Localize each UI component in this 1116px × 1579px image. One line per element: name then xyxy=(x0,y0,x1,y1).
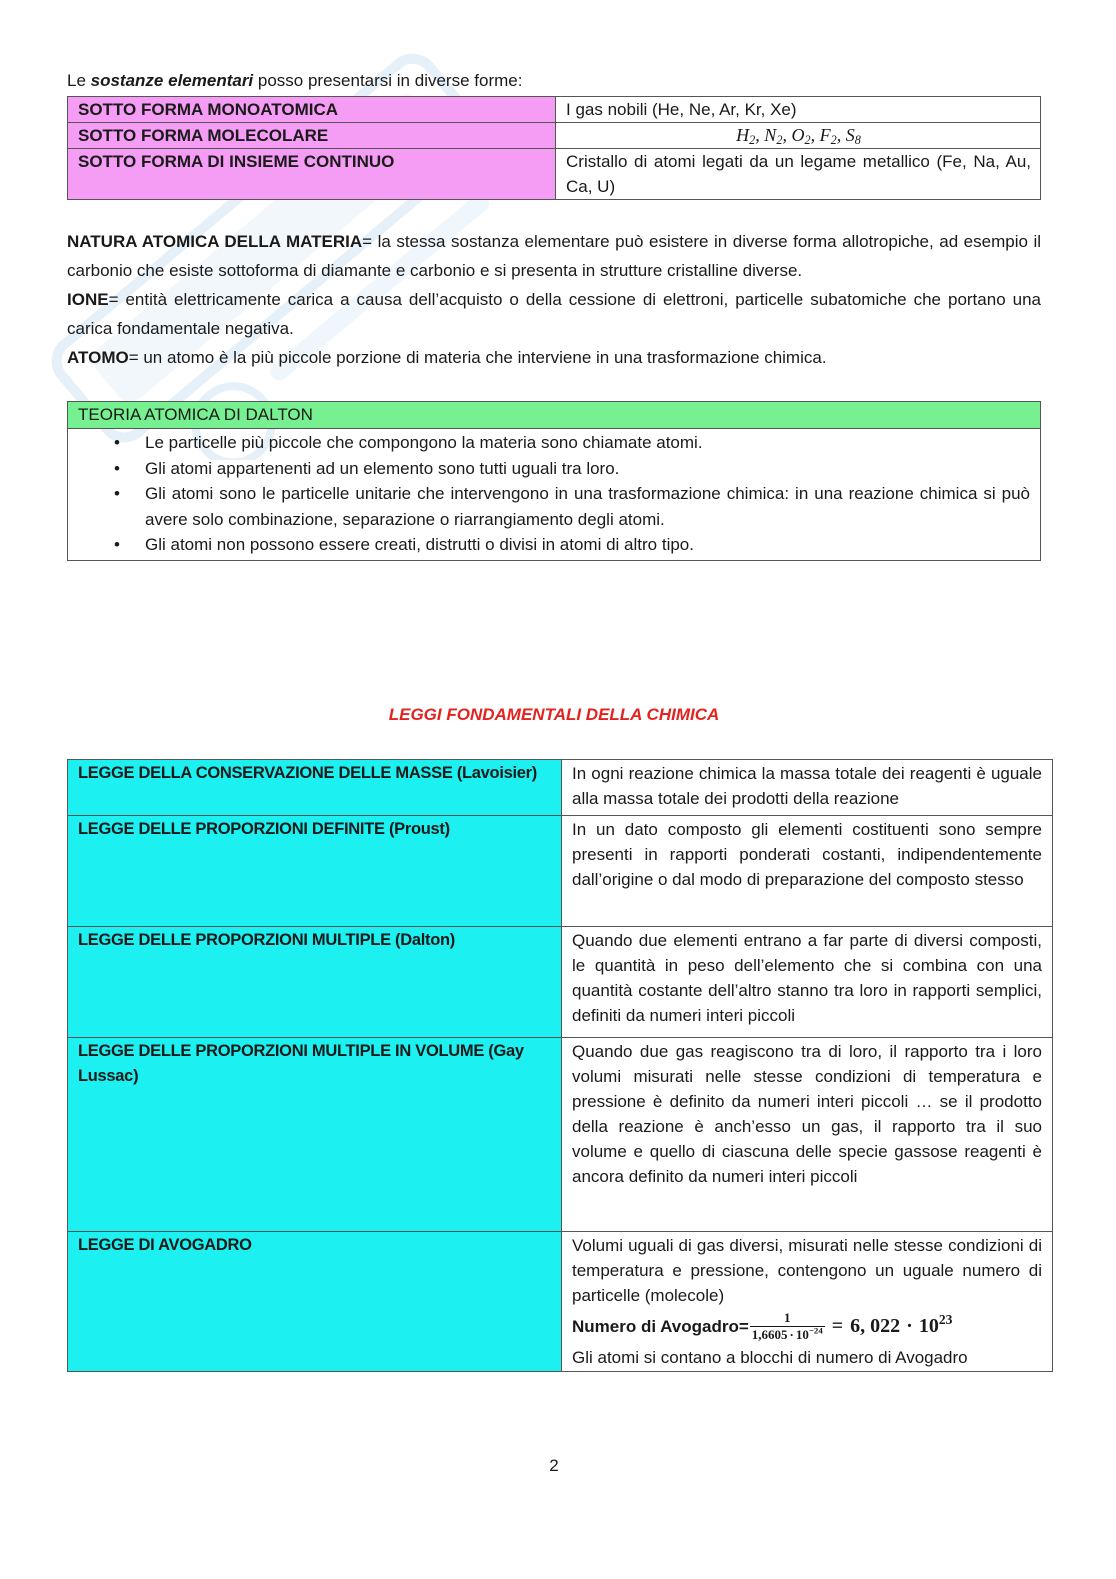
table-row xyxy=(68,429,1041,561)
definition-paragraph xyxy=(67,285,1041,343)
denominator-mantissa: 1,6605 xyxy=(751,1327,788,1342)
form-label-cell: SOTTO FORMA MONOATOMICA xyxy=(68,97,556,123)
molecular-formulas xyxy=(556,123,1041,149)
table-row xyxy=(68,760,1053,816)
formula-separator: , xyxy=(836,125,846,145)
form-label-cell: SOTTO FORMA DI INSIEME CONTINUO xyxy=(68,149,556,200)
result-dot: · xyxy=(906,1315,913,1337)
list-item: • Gli atomi non possono essere creati, distrutti o divisi in atomi di altro tipo. xyxy=(145,532,1030,558)
definition-term: IONE xyxy=(67,290,109,309)
table-row xyxy=(68,927,1053,1038)
definition-term: NATURA ATOMICA DELLA MATERIA xyxy=(67,232,363,251)
formula-symbol: O xyxy=(791,125,805,145)
formula-symbol: F xyxy=(819,125,831,145)
law-description-cell: In ogni reazione chimica la massa totale dei reagenti è uguale alla massa totale dei prodotti della reazione xyxy=(562,760,1053,816)
formula-separator: , xyxy=(755,125,765,145)
definition-paragraph xyxy=(67,343,1041,372)
avogadro-fraction xyxy=(750,1311,825,1342)
formula-o2 xyxy=(791,125,811,148)
formula-subscript: 2 xyxy=(830,133,837,148)
denominator-base: 10 xyxy=(795,1327,809,1342)
form-value-cell: I gas nobili (He, Ne, Ar, Kr, Xe) xyxy=(556,97,1041,123)
law-name-cell: LEGGE DELLE PROPORZIONI MULTIPLE (Dalton) xyxy=(68,927,562,1038)
law-description-cell: Quando due gas reagiscono tra di loro, il rapporto tra i loro volumi misurati nelle stesse condizioni di temperatura e pressione è definito da numeri interi piccoli … se il prodotto della reazione è anch’esso un gas, il rapporto tra il suo volume e quello di ciascuna delle specie gassose reagenti è ancora definito da numeri interi piccoli xyxy=(562,1038,1053,1232)
formula-h2 xyxy=(736,125,756,148)
intro-prefix: Le xyxy=(67,71,91,90)
law-name-cell: LEGGE DI AVOGADRO xyxy=(68,1232,562,1372)
table-row xyxy=(68,1038,1053,1232)
page-number: 2 xyxy=(549,1456,559,1475)
dalton-body-cell xyxy=(68,429,1041,561)
definition-text: = la stessa sostanza elementare può esistere in diverse forma allotropiche, ad esempio il carbonio che esiste sottoforma di diamante e carbonio e si presenta in strutture cristalline diverse. xyxy=(67,232,1042,280)
result-mantissa: 6, 022 xyxy=(850,1315,901,1337)
avogadro-number-label: Numero di Avogadro= xyxy=(572,1317,749,1336)
denominator-dot: · xyxy=(789,1327,794,1342)
law-description-cell: Quando due elementi entrano a far parte di diversi composti, le quantità in peso dell’elemento che si combina con una quantità costante dell’altro stanno tra loro in rapporti semplici, definiti da numeri interi piccoli xyxy=(562,927,1053,1038)
table-row xyxy=(68,816,1053,927)
avogadro-note: Gli atomi si contano a blocchi di numero di Avogadro xyxy=(572,1348,968,1367)
fundamental-laws-table xyxy=(67,759,1053,1372)
formula-symbol: H xyxy=(736,125,750,145)
definition-text: = entità elettricamente carica a causa dell’acquisto o della cessione di elettroni, particelle subatomiche che portano una carica fondamentale negativa. xyxy=(67,290,1041,338)
intro-sentence xyxy=(67,68,522,93)
result-base: 10 xyxy=(918,1315,939,1337)
law-name-cell: LEGGE DELLE PROPORZIONI MULTIPLE IN VOLUME (Gay Lussac) xyxy=(68,1038,562,1232)
dalton-postulates-list xyxy=(145,430,1030,558)
law-description-cell: In un dato composto gli elementi costituenti sono sempre presenti in rapporti ponderati costanti, indipendentemente dall’origine o dal modo di preparazione del composto stesso xyxy=(562,816,1053,927)
definition-paragraph xyxy=(67,227,1041,285)
table-header-row xyxy=(68,402,1041,429)
formula-s8 xyxy=(845,125,861,148)
formula-symbol: S xyxy=(845,125,855,145)
elementary-forms-table xyxy=(67,96,1041,200)
dalton-theory-table xyxy=(67,401,1041,561)
table-row xyxy=(68,123,1041,149)
denominator-exponent: −24 xyxy=(808,1325,823,1336)
formula-subscript: 2 xyxy=(776,133,783,148)
formula-separator: , xyxy=(782,125,792,145)
form-label-cell: SOTTO FORMA MOLECOLARE xyxy=(68,123,556,149)
definition-text: = un atomo è la più piccole porzione di materia che interviene in una trasformazione chimica. xyxy=(128,348,827,367)
list-item: • Gli atomi appartenenti ad un elemento sono tutti uguali tra loro. xyxy=(145,456,1030,482)
table-row xyxy=(68,1232,1053,1372)
result-exponent: 23 xyxy=(938,1311,953,1327)
formula-n2 xyxy=(764,125,783,148)
table-row xyxy=(68,97,1041,123)
avogadro-number-formula xyxy=(572,1308,1042,1345)
formula-symbol: N xyxy=(764,125,777,145)
intro-emphasis: sostanze elementari xyxy=(90,71,254,90)
law-name-cell: LEGGE DELLA CONSERVAZIONE DELLE MASSE (Lavoisier) xyxy=(68,760,562,816)
table-row xyxy=(68,149,1041,200)
formula-subscript: 2 xyxy=(749,133,756,148)
list-item: • Gli atomi sono le particelle unitarie che intervengono in una trasformazione chimica: in una reazione chimica si può avere solo combinazione, separazione o riarrangiamento degli atomi. xyxy=(145,481,1030,532)
formula-separator: , xyxy=(810,125,820,145)
avogadro-result xyxy=(831,1311,953,1339)
definition-term: ATOMO xyxy=(67,348,129,367)
formula-f2 xyxy=(819,125,837,148)
intro-suffix: posso presentarsi in diverse forme: xyxy=(253,71,523,90)
formula-subscript: 8 xyxy=(854,133,861,148)
law-description-cell xyxy=(562,1232,1053,1372)
list-item: • Le particelle più piccole che compongono la materia sono chiamate atomi. xyxy=(145,430,1030,456)
equals-sign: = xyxy=(831,1315,844,1337)
law-name-cell: LEGGE DELLE PROPORZIONI DEFINITE (Proust) xyxy=(68,816,562,927)
formula-subscript: 2 xyxy=(804,133,811,148)
laws-heading: LEGGI FONDAMENTALI DELLA CHIMICA xyxy=(388,705,720,724)
dalton-header: TEORIA ATOMICA DI DALTON xyxy=(68,402,1041,429)
fraction-numerator: 1 xyxy=(750,1311,825,1327)
fraction-denominator xyxy=(750,1327,825,1342)
law-description-text: Volumi uguali di gas diversi, misurati nelle stesse condizioni di temperatura e pressione, contengono un uguale numero di particelle (molecole) xyxy=(572,1236,1042,1305)
form-value-cell: Cristallo di atomi legati da un legame metallico (Fe, Na, Au, Ca, U) xyxy=(556,149,1041,200)
definitions xyxy=(67,227,1041,372)
